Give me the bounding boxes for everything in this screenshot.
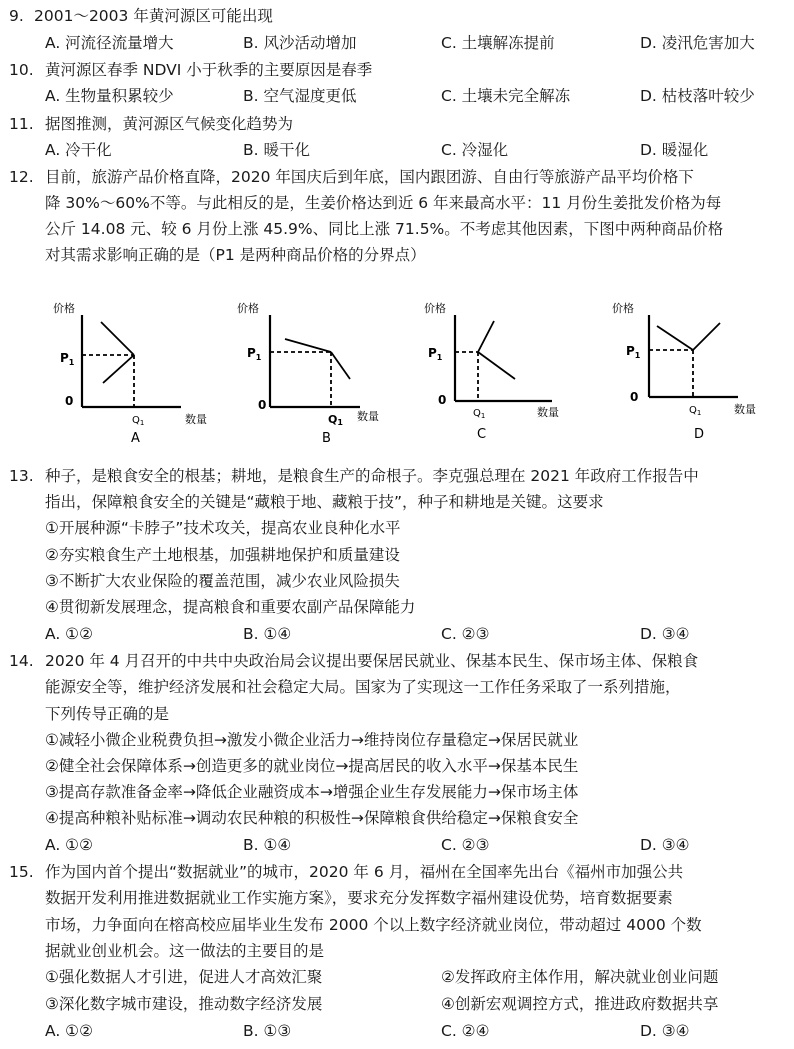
statement-4: ④贯彻新发展理念，提高粮食和重要农副产品保障能力 [45,598,416,616]
question-stem-line-1: 作为国内首个提出“数据就业”的城市，2020 年 6 月，福州在全国率先出台《福州市加强公共 [45,863,684,881]
x-axis-label: 数量 [185,413,207,426]
origin-label: 0 [438,393,447,407]
option-c[interactable]: C. 冷湿化 [441,141,509,159]
curve-steep [478,321,494,352]
option-a[interactable]: A. ①② [45,836,93,854]
y-axis-label: 价格 [612,302,634,315]
question-number: 15. [9,863,34,881]
y-axis-label: 价格 [53,302,75,315]
p1-label: $P_1$ [626,344,641,360]
option-d[interactable]: D. ③④ [640,625,690,643]
p1-label: $P_1$ [428,346,443,362]
graph-letter: D [694,427,705,442]
question-number: 13. [9,467,34,485]
option-b[interactable]: B. ①④ [243,625,292,643]
option-b[interactable]: B. ①③ [243,1022,292,1040]
statement-4: ④创新宏观调控方式，推进政府数据共享 [441,995,719,1013]
graph-d[interactable] [608,295,788,445]
graph-c[interactable] [420,295,600,445]
question-stem-line-4: 据就业创业机会。这一做法的主要目的是 [45,942,325,960]
option-c[interactable]: C. ②④ [441,1022,490,1040]
graph-a[interactable] [45,295,225,445]
y-axis-label: 价格 [424,302,446,315]
option-a[interactable]: A. ①② [45,1022,93,1040]
option-c[interactable]: C. ②③ [441,836,490,854]
curve-flat [285,339,331,352]
curve-steep [331,352,350,379]
curve-left [657,326,693,350]
q1-label: $Q_1$ [473,408,486,420]
origin-label: 0 [630,390,639,404]
curve-lower [103,355,134,383]
statement-1: ①强化数据人才引进，促进人才高效汇聚 [45,968,323,986]
curve-flat [478,352,515,379]
statement-3: ③不断扩大农业保险的覆盖范围，减少农业风险损失 [45,572,400,590]
question-stem-line-2: 数据开发利用推进数据就业工作实施方案》，要求充分发挥数字福州建设优势，培育数据要素 [45,889,673,907]
question-stem: 黄河源区春季 NDVI 小于秋季的主要原因是春季 [45,61,373,79]
option-c[interactable]: C. 土壤解冻提前 [441,34,555,52]
origin-label: 0 [65,394,74,408]
curve-upper [101,322,134,355]
x-axis-label: 数量 [357,410,379,423]
question-number: 9. [9,7,24,25]
p1-label: $P_1$ [247,346,262,362]
question-stem-line-1: 2020 年 4 月召开的中共中央政治局会议提出要保居民就业、保基本民生、保市场主体、保粮食 [45,652,699,670]
option-a[interactable]: A. 河流径流量增大 [45,34,174,52]
option-d[interactable]: D. ③④ [640,836,690,854]
statement-3: ③深化数字城市建设，推动数字经济发展 [45,995,323,1013]
q1-label: $Q_1$ [689,405,702,417]
question-stem-line-2: 能源安全等，维护经济发展和社会稳定大局。国家为了实现这一工作任务采取了一系列措施， [45,678,681,696]
question-stem: 2001～2003 年黄河源区可能出现 [34,7,273,25]
option-d[interactable]: D. 暖湿化 [640,141,709,159]
option-b[interactable]: B. 暖干化 [243,141,310,159]
graph-letter: C [477,427,487,442]
x-axis-label: 数量 [537,406,559,419]
p1-label: $P_1$ [60,351,75,367]
question-number: 12. [9,168,34,186]
origin-label: 0 [258,398,267,412]
q1-label: Q1 [328,413,343,427]
option-d[interactable]: D. 枯枝落叶较少 [640,87,755,105]
question-stem-line-4: 对其需求影响正确的是（P1 是两种商品价格的分界点） [45,246,426,264]
question-number: 10. [9,61,34,79]
statement-2: ②夯实粮食生产土地根基，加强耕地保护和质量建设 [45,546,400,564]
option-b[interactable]: B. ①④ [243,836,292,854]
question-stem-line-1: 目前，旅游产品价格直降，2020 年国庆后到年底，国内跟团游、自由行等旅游产品平均价格下 [45,168,694,186]
question-stem-line-3: 下列传导正确的是 [45,705,170,723]
statement-2: ②发挥政府主体作用，解决就业创业问题 [441,968,719,986]
curve-right [693,323,720,350]
graph-letter: B [322,431,331,445]
statement-1: ①开展种源“卡脖子”技术攻关，提高农业良种化水平 [45,519,401,537]
option-a[interactable]: A. 生物量积累较少 [45,87,174,105]
y-axis-label: 价格 [237,302,259,315]
question-stem-line-2: 降 30%～60%不等。与此相反的是，生姜价格达到近 6 年来最高水平：11 月份生姜批发价格为每 [45,194,722,212]
x-axis-label: 数量 [734,403,756,416]
graph-b[interactable] [233,295,413,445]
question-stem-line-3: 公斤 14.08 元、较 6 月份上涨 45.9%、同比上涨 71.5%。不考虑其他因素，下图中两种商品价格 [45,220,724,238]
option-b[interactable]: B. 风沙活动增加 [243,34,357,52]
option-d[interactable]: D. ③④ [640,1022,690,1040]
question-number: 14. [9,652,34,670]
q1-label: $Q_1$ [132,415,145,427]
option-a[interactable]: A. 冷干化 [45,141,112,159]
statement-4: ④提高种粮补贴标准→调动农民种粮的积极性→保障粮食供给稳定→保粮食安全 [45,809,579,827]
question-stem-line-2: 指出，保障粮食安全的关键是“藏粮于地、藏粮于技”，种子和耕地是关键。这要求 [45,493,604,511]
option-d[interactable]: D. 凌汛危害加大 [640,34,755,52]
option-c[interactable]: C. ②③ [441,625,490,643]
question-stem-line-3: 市场，力争面向在榕高校应届毕业生发布 2000 个以上数字经济就业岗位，带动超过 4000 个数 [45,916,702,934]
option-a[interactable]: A. ①② [45,625,93,643]
question-stem-line-1: 种子，是粮食安全的根基；耕地，是粮食生产的命根子。李克强总理在 2021 年政府工作报告中 [45,467,699,485]
option-b[interactable]: B. 空气湿度更低 [243,87,357,105]
question-number: 11. [9,115,34,133]
question-stem: 据图推测，黄河源区气候变化趋势为 [45,115,294,133]
graph-letter: A [131,431,140,445]
statement-1: ①减轻小微企业税费负担→激发小微企业活力→维持岗位存量稳定→保居民就业 [45,731,579,749]
option-c[interactable]: C. 土壤未完全解冻 [441,87,571,105]
statement-2: ②健全社会保障体系→创造更多的就业岗位→提高居民的收入水平→保基本民生 [45,757,579,775]
statement-3: ③提高存款准备金率→降低企业融资成本→增强企业生存发展能力→保市场主体 [45,783,579,801]
